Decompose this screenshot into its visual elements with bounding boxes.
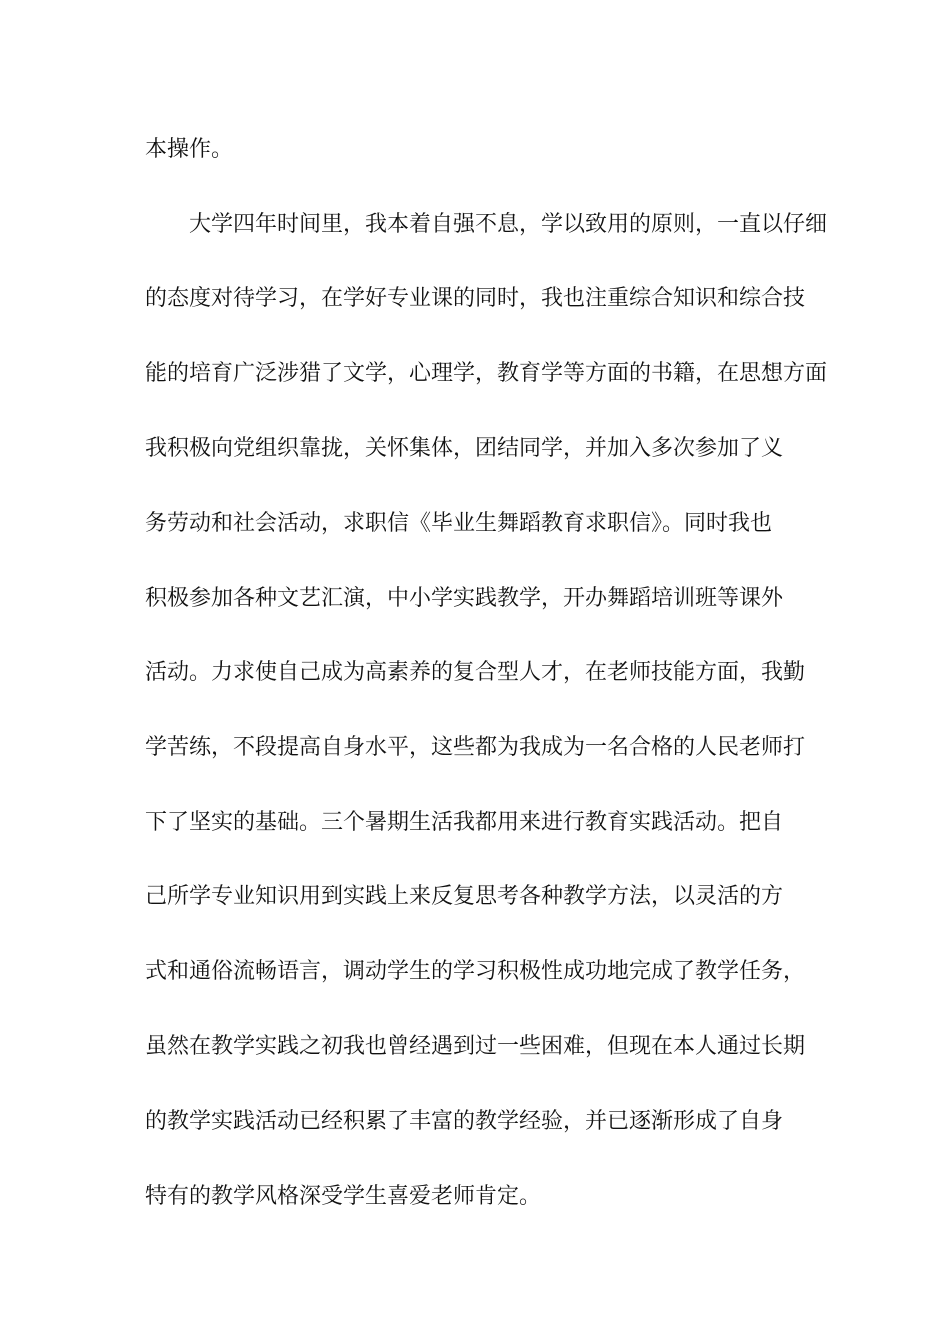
text-line-10: 下了坚实的基础。三个暑期生活我都用来进行教育实践活动。把自 bbox=[145, 810, 784, 835]
text-line-7: 积极参加各种文艺汇演，中小学实践教学，开办舞蹈培训班等课外 bbox=[145, 586, 784, 611]
text-line-15: 特有的教学风格深受学生喜爱老师肯定。 bbox=[145, 1184, 542, 1209]
text-line-6: 务劳动和社会活动，求职信《毕业生舞蹈教育求职信》。同时我也 bbox=[145, 511, 773, 536]
text-line-3: 的态度对待学习，在学好专业课的同时，我也注重综合知识和综合技 bbox=[145, 286, 806, 311]
text-line-8: 活动。力求使自己成为高素养的复合型人才，在老师技能方面，我勤 bbox=[145, 660, 806, 685]
text-line-1: 本操作。 bbox=[145, 137, 234, 162]
text-line-11: 己所学专业知识用到实践上来反复思考各种教学方法，以灵活的方 bbox=[145, 884, 784, 909]
text-line-9: 学苦练，不段提高自身水平，这些都为我成为一名合格的人民老师打 bbox=[145, 735, 806, 760]
text-line-5: 我积极向党组织靠拢，关怀集体，团结同学，并加入多次参加了义 bbox=[145, 436, 784, 461]
text-line-12: 式和通俗流畅语言，调动学生的学习积极性成功地完成了教学任务， bbox=[145, 959, 806, 984]
text-line-14: 的教学实践活动已经积累了丰富的教学经验，并已逐渐形成了自身 bbox=[145, 1109, 784, 1134]
text-line-13: 虽然在教学实践之初我也曾经遇到过一些困难，但现在本人通过长期 bbox=[145, 1034, 806, 1059]
text-line-4: 能的培育广泛涉猎了文学，心理学，教育学等方面的书籍，在思想方面 bbox=[145, 361, 828, 386]
text-line-2: 大学四年时间里，我本着自强不息，学以致用的原则，一直以仔细 bbox=[189, 212, 828, 237]
